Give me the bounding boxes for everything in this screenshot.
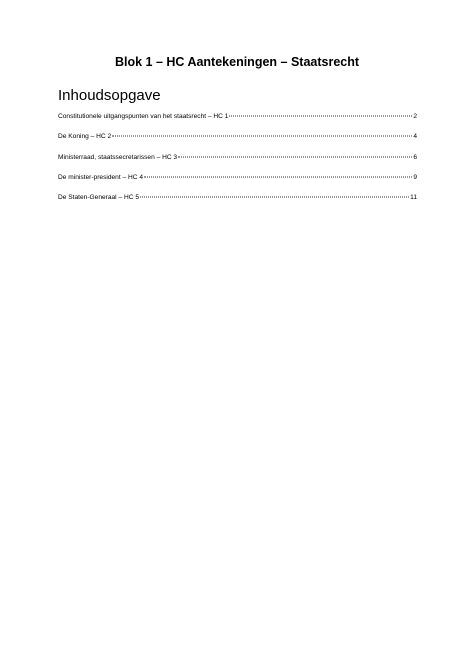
toc-entry-hc4[interactable] bbox=[58, 174, 417, 194]
toc-entry-page-number: 9 bbox=[413, 173, 417, 181]
toc-entry-label: De Koning – HC 2 bbox=[58, 133, 112, 141]
toc-entry-label: De Staten-Generaal – HC 5 bbox=[58, 194, 139, 202]
toc-dot-leader bbox=[144, 176, 412, 177]
toc-dot-leader bbox=[140, 197, 409, 198]
toc-dot-leader bbox=[178, 156, 412, 157]
toc-dot-leader bbox=[229, 116, 412, 117]
toc-entry-hc3[interactable] bbox=[58, 154, 417, 174]
toc-entry-hc5[interactable] bbox=[58, 194, 417, 214]
toc-dot-leader bbox=[112, 136, 412, 137]
toc-entry-hc1[interactable] bbox=[58, 113, 417, 133]
toc-entry-page-number: 2 bbox=[413, 113, 417, 120]
toc-entry-label: De minister-president – HC 4 bbox=[58, 173, 144, 181]
document-title: Blok 1 – HC Aantekeningen – Staatsrecht bbox=[114, 55, 360, 69]
table-of-contents bbox=[58, 113, 417, 214]
toc-entry-label: Ministerraad, staatssecretarissen – HC 3 bbox=[58, 153, 178, 161]
toc-entry-hc2[interactable] bbox=[58, 133, 417, 153]
toc-entry-label: Constitutionele uitgangspunten van het staatsrecht – HC 1 bbox=[58, 113, 229, 120]
toc-entry-page-number: 11 bbox=[410, 194, 417, 202]
toc-heading: Inhoudsopgave bbox=[58, 87, 161, 104]
toc-entry-page-number: 4 bbox=[413, 133, 417, 141]
toc-entry-page-number: 6 bbox=[413, 153, 417, 161]
